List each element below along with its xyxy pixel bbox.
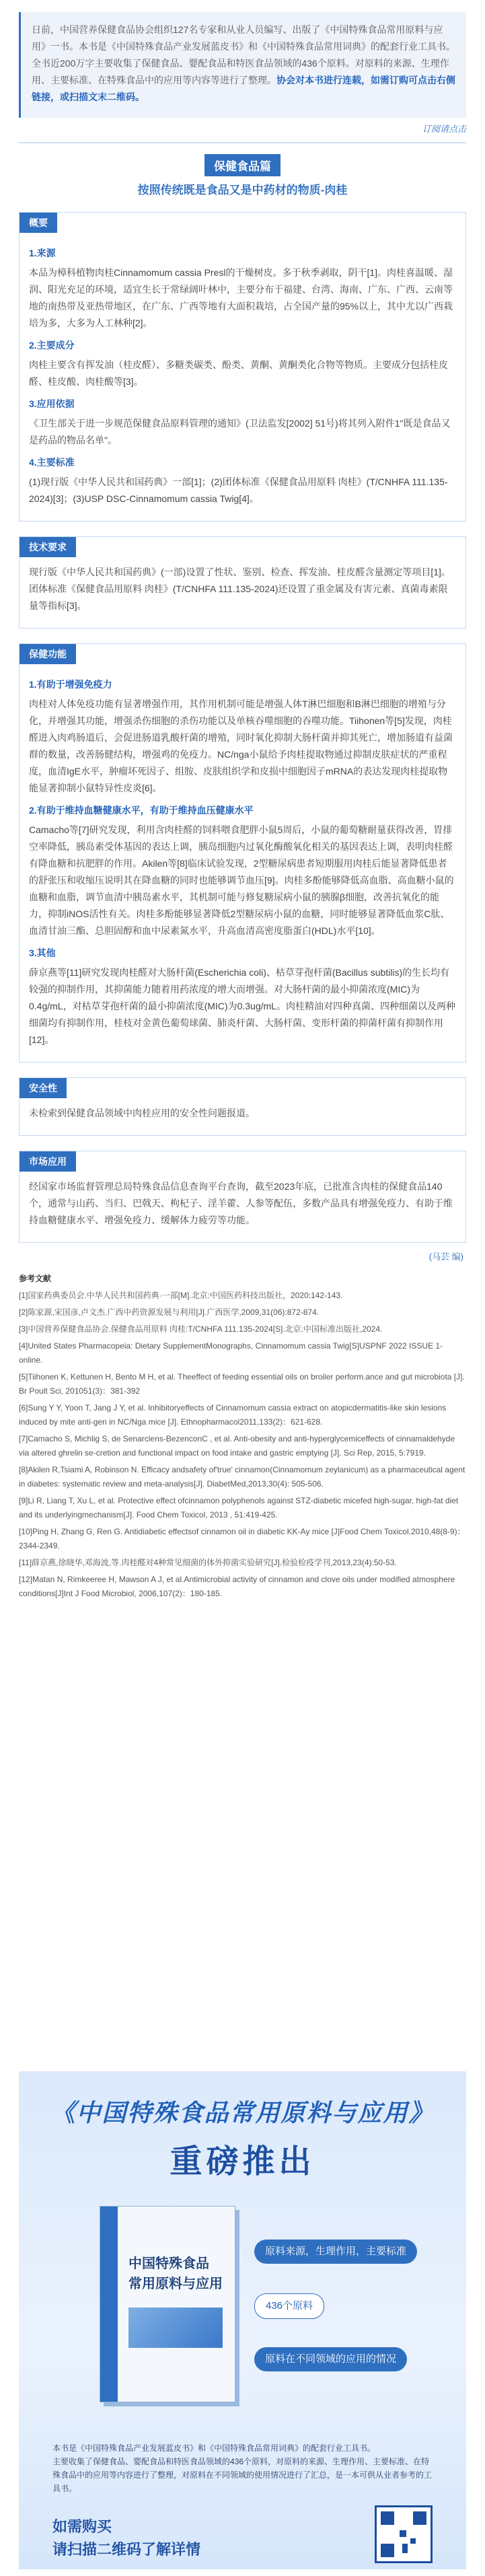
immunity-heading: 1.有助于增强免疫力	[29, 679, 112, 690]
book-cover-image	[100, 2206, 235, 2402]
reference-item: [9]Li R, Liang T, Xu L, et al. Protective effect ofcinnamon polyphenols against STZ-diabetic micefed high-sugar, high-fat diet and its underlyingmechanism[J]. Food Chem Toxicol, 2013 , 51:419-425.	[19, 1496, 459, 1519]
intro-block	[19, 12, 466, 118]
feature-pill-sources: 原料来源，生理作用，主要标准	[254, 2240, 417, 2264]
references	[19, 1272, 466, 1601]
source-text: 本品为樟科植物肉桂Cinnamomum cassia Presl的干燥树皮。多于秋季剥取，阴干[1]。肉桂喜温暖、湿润、阳光充足的环境，适宜生长于常绿阔叶林中，主要分布于福建、台湾、海南、广东、广西、云南等地的南热带及亚热带地区，在广东、广西等地有大面积栽培，占全国产量的95%以上，其中尤以广西栽培为多，大多为人工林种[2]。	[29, 267, 453, 328]
book-cover-title-line-2: 常用原料与应用	[128, 2277, 223, 2291]
reference-item: [6]Sung Y Y, Yoon T, Jang J Y, et al. Inhibitoryeffects of Cinnamomum cassia extract on atopicdermatitis-like skin lesions induced by mite anti-gen in NC/Nga mice [J]. Ethnopharmacol2011,133(2)：621-628.	[19, 1403, 447, 1427]
market-body	[20, 1172, 465, 1242]
purchase-line-1: 如需购买	[52, 2518, 112, 2535]
intro-order-link[interactable]: 协会对本书进行连载，如需订购可点击右侧链接，或扫描文末二维码。	[32, 75, 455, 102]
reference-item: [1]国家药典委员会.中华人民共和国药典·一部[M].北京:中国医药科技出版社，2020:142-143.	[19, 1291, 343, 1300]
overview-body	[20, 233, 465, 521]
other-heading: 3.其他	[29, 947, 56, 958]
feature-pill-applications: 原料在不同领域的应用的情况	[254, 2347, 407, 2371]
book-cover-title	[128, 2254, 223, 2294]
intro-text: 日前，中国营养保健食品协会组织127名专家和从业人员编写、出版了《中国特殊食品常用原料与应用》一书。本书是《中国特殊食品产业发展蓝皮书》和《中国特殊食品常用词典》的配套行业工具书。全书近200万字主要收集了保健食品、婴配食品和特医食品领域的436个原料。对原料的来源、生理作用、主要标准、在特殊食品中的应用等内容等进行了整理。	[32, 24, 455, 85]
feature-pill-count: 436个原料	[254, 2293, 324, 2319]
section-tag-wrap	[0, 154, 485, 176]
section-tag: 保健食品篇	[204, 154, 281, 176]
article-page	[0, 12, 485, 2576]
reference-item: [4]United States Pharmacopeia: Dietary SupplementMonographs, Cinnamomum cassia Twig[S]USPNF 2022 ISSUE 1-online.	[19, 1341, 443, 1365]
poster-description	[52, 2441, 433, 2495]
book-promo-poster[interactable]	[19, 2071, 466, 2569]
tech-heading: 技术要求	[20, 537, 76, 557]
glucose-text: Camacho等[7]研究发现，利用含肉桂醛的饲料喂食肥胖小鼠5周后，小鼠的葡萄糖耐量获得改善，胃排空率降低，胰岛素受体基因的表达上调，胰岛细胞内过氧化酶酸氧化相关的基因表达上调，表明肉桂醛有降血糖和抗肥胖的作用。Akilen等[8]临床试验发现，2型糖尿病患者短期服用肉桂后能显著降低患者的舒张压和收缩压说明其在降血糖的同时也能够调节血压[9]。肉桂多酚能够降低高血脂、高血糖小鼠的血糖和血脂，调节血清中胰岛素水平，其机制可能与修复糖尿病小鼠的胰腺β细胞，改善抗氧化的能力，抑制iNOS活性有关。肉桂多酚能够显著降低2型糖尿病小鼠的血糖，同时能够显著降低血浆C肽、血清甘油三酯、总胆固醇和血中尿素氮水平，升高血清高密度脂蛋白(HDL)水平[10]。	[29, 824, 454, 936]
book-cover-graphic	[128, 2307, 223, 2348]
tech-body	[20, 557, 465, 628]
other-text: 薛京燕等[11]研究发现肉桂醛对大肠杆菌(Escherichia coli)、枯草芽孢杆菌(Bacillus subtilis)的生长均有较强的抑制作用，其抑菌能力随着用药浓度的增大而增强。对大肠杆菌的最小抑菌浓度(MIC)为0.4g/mL，对枯草芽孢杆菌的最小抑菌浓度(MIC)为0.3ug/mL。肉桂精油对四种真菌、四种细菌以及两种细菌均有抑制作用，桂枝对金黄色葡萄球菌、肺炎杆菌、大肠杆菌、变形杆菌的抑菌杆菌有抑制作用[12]。	[29, 967, 455, 1045]
divider	[19, 142, 466, 143]
tech-box	[19, 536, 466, 629]
author-credit: (马芸 编)	[428, 1252, 463, 1262]
source-heading: 1.来源	[29, 248, 56, 258]
components-heading: 2.主要成分	[29, 340, 75, 351]
book-cover-title-line-1: 中国特殊食品	[128, 2256, 209, 2271]
reference-item: [8]Akilen R,Tsiami A, Robinson N. Efficacy andsafety of'true' cinnamon(Cinnamomum zeylanicum) as a pharmaceutical agent in diabetes: systematic review and meta-analysis[J]. DiabetMed,2013,30(4): 505-506.	[19, 1465, 465, 1489]
standards-text: (1)现行版《中华人民共和国药典》一部[1]；(2)团体标准《保健食品用原料 肉桂》(T/CNHFA 111.135-2024)[3]；(3)USP DSC-Cinnamomum cassia Twig[4]。	[29, 476, 448, 504]
basis-heading: 3.应用依据	[29, 398, 75, 409]
safety-box	[19, 1077, 466, 1136]
reference-item: [3]中国营养保健食品协会.保健食品用原料 肉桂:T/CNHFA 111.135-2024[S].北京:中国标准出版社,2024.	[19, 1324, 383, 1334]
function-body	[20, 664, 465, 1062]
subscribe-text: 订阅请点击	[422, 124, 466, 134]
glucose-heading: 2.有助于维持血糖健康水平，有助于维持血压健康水平	[29, 805, 254, 816]
components-text: 肉桂主要含有挥发油（桂皮醛）、多糖类碳类、酚类、黄酮、黄酮类化合物等物质。主要成分包括桂皮醛、桂皮酸、肉桂酸等[3]。	[29, 359, 448, 387]
standards-heading: 4.主要标准	[29, 457, 75, 468]
market-heading: 市场应用	[20, 1151, 76, 1172]
tech-text: 现行版《中华人民共和国药典》(一部)设置了性状、鉴别、检查、挥发油、桂皮醛含量测定等项目[1]。团体标准《保健食品用原料 肉桂》(T/CNHFA 111.135-2024)还设置了重金属及有害元素、真菌毒素限量等指标[3]。	[29, 567, 451, 611]
section-subtitle: 按照传统既是食品又是中药材的物质-肉桂	[137, 184, 348, 196]
market-text: 经国家市场监督管理总局特殊食品信息查询平台查询，截至2023年底，已批准含肉桂的保健食品140个，通常与山药、当归、巴戟天、枸杞子、淫羊藿、人参等配伍，多数产品具有增强免疫力、有助于维持血糖健康水平、增强免疫力、缓解体力疲劳等功能。	[29, 1181, 453, 1225]
safety-heading: 安全性	[20, 1078, 67, 1098]
safety-text: 未检索到保健食品领域中肉桂应用的安全性问题报道。	[29, 1108, 255, 1118]
poster-headline: 重磅推出	[170, 2144, 315, 2180]
immunity-text: 肉桂对人体免疫功能有显著增强作用，其作用机制可能是增强人体T淋巴细胞和B淋巴细胞的增殖与分化，并增强其功能，增强杀伤细胞的杀伤功能以及单核吞噬细胞的吞噬功能。Tiihonen等[5]发现，肉桂醛进入肉鸡肠道后，会促进肠道乳酸杆菌的增殖，同时氧化抑制大肠杆菌并抑其死亡，增加肠道有益菌群的数量，改善肠健结构，增强鸡的免疫力。NC/nga小鼠给予肉桂提取物通过抑制皮肤症状的严重程度，血清IgE水平，肿瘤坏死因子、组胺、皮肤组织学和皮损中细胞因子mRNA的表达发现肉桂提取物能显著抑制小鼠特异性皮炎[6]。	[29, 699, 453, 793]
market-box	[19, 1151, 466, 1243]
overview-heading: 概要	[20, 213, 57, 233]
safety-body	[20, 1098, 465, 1135]
poster-description-line-1: 本书是《中国特殊食品产业发展蓝皮书》和《中国特殊食品常用词典》的配套行业工具书。	[52, 2443, 376, 2453]
reference-item: [2]陈家源,宋国彦,卢文杰.广西中药资源发展与利用[J].广西医学,2009,31(06):872-874.	[19, 1308, 320, 1317]
poster-title: 《中国特殊食品常用原料与应用》	[50, 2099, 435, 2126]
function-box	[19, 643, 466, 1063]
reference-item: [12]Matan N, Rimkeeree H, Mawson A J, et al.Antimicrobial activity of cinnamon and clove oils under modified atmosphere conditions[J]Int J Food Microbiol, 2006,107(2)：180-185.	[19, 1575, 455, 1598]
reference-item: [10]Ping H, Zhang G, Ren G. Antidiabetic effectsof cinnamon oil in diabetic KK-Ay mice [J]Food Chem Toxicol.2010,48(8-9)：2344-2349.	[19, 1527, 465, 1550]
function-heading: 保健功能	[20, 644, 76, 664]
references-title: 参考文献	[19, 1274, 52, 1283]
purchase-call-to-action	[52, 2515, 200, 2561]
overview-box	[19, 212, 466, 522]
subscribe-link[interactable]	[0, 122, 466, 137]
purchase-line-2: 请扫描二维码了解详情	[52, 2541, 201, 2558]
book-spine	[100, 2207, 118, 2402]
poster-description-line-2: 主要收集了保健食品、婴配食品和特医食品领域的436个原料，对原料的来源、生理作用、主要标准、在特殊食品中的应用等内容进行了整理，对原料在不同领域的使用情况进行了汇总，是一本可供从业者参考的工具书。	[52, 2457, 433, 2493]
reference-item: [11]薛京燕,徐晓华,邓海波,等.肉桂醛对4种常见细菌的体外抑菌实验研究[J].检验检疫学刊,2013,23(4):50-53.	[19, 1558, 397, 1567]
basis-text: 《卫生部关于进一步规范保健食品原料管理的通知》(卫法监发[2002] 51号)将其列入附件1"既是食品又是药品的物品名单"。	[29, 418, 451, 445]
reference-item: [5]Tiihonen K, Kettunen H, Bento M H, et al. Theeffect of feeding essential oils on broiler perform.ance and gut microbiota [J]. Br Poult Sci, 201051(3)：381-392	[19, 1372, 465, 1396]
qr-code-icon[interactable]	[375, 2505, 433, 2563]
reference-item: [7]Camacho S, Michlig S, de Senarclens-BezenconC , et al. Anti-obesity and anti-hyperglycemiceffects of cinnamaldehyde via altered ghrelin se-cretion and functional impact on food intake and gastric emptying [J]. Sci Rep, 2015, 5:7919.	[19, 1434, 455, 1458]
